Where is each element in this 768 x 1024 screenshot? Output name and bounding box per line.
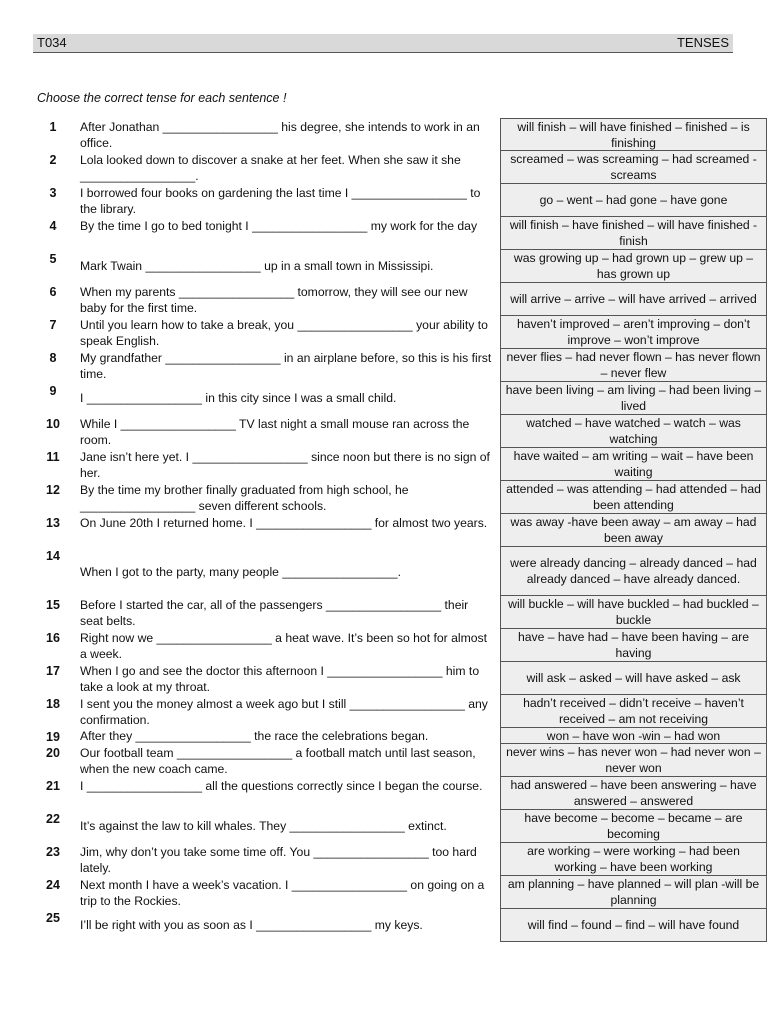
item-number: 21 (46, 779, 60, 793)
sentence-text: Until you learn how to take a break, you _________________ your ability to speak English. (80, 318, 488, 348)
sentence-text: By the time I go to bed tonight I _________________ my work for the day (80, 219, 478, 233)
instruction: Choose the correct tense for each sentence ! (37, 91, 287, 105)
answer-options: am planning – have planned – will plan -will be planning (500, 876, 767, 909)
item-number: 25 (46, 911, 60, 925)
exercise-row (35, 151, 757, 184)
sentence-text: When my parents _________________ tomorrow, they will see our new baby for the first time. (80, 285, 468, 315)
item-number: 2 (49, 153, 57, 167)
sentence-text: When I go and see the doctor this afternoon I _________________ him to take a look at my throat. (80, 664, 480, 694)
answer-options: watched – have watched – watch – was watching (500, 415, 767, 448)
item-number: 11 (46, 450, 60, 464)
answer-options: never wins – has never won – had never won – never won (500, 744, 767, 777)
answer-options: hadn’t received – didn’t receive – haven’t received – am not receiving (500, 695, 767, 728)
exercise-row (35, 695, 744, 728)
sentence-text: By the time my brother finally graduated from high school, he _________________ seven different schools. (80, 483, 409, 513)
item-number: 10 (46, 417, 60, 431)
answer-options: attended – was attending – had attended – had been attending (500, 481, 767, 514)
answer-options: screamed – was screaming – had screamed - screams (500, 151, 767, 184)
sentence-text: Mark Twain _________________ up in a small town in Mississipi. (80, 259, 434, 273)
item-number: 14 (46, 549, 60, 563)
answer-options: will finish – have finished – will have finished - finish (500, 217, 767, 250)
sentence-text: I borrowed four books on gardening the last time I _________________ to the library. (80, 186, 481, 216)
header-bar (33, 34, 733, 53)
item-number: 5 (49, 252, 57, 266)
answer-options: was away -have been away – am away – had been away (500, 514, 767, 547)
worksheet-topic: TENSES (676, 35, 729, 50)
item-number: 19 (46, 730, 60, 744)
item-number: 18 (46, 697, 60, 711)
item-number: 12 (46, 483, 60, 497)
item-number: 16 (46, 631, 60, 645)
exercise-row (35, 662, 741, 695)
sentence-text: While I _________________ TV last night a small mouse ran across the room. (80, 417, 470, 447)
sentence-text: When I got to the party, many people _________________. (80, 565, 401, 579)
exercise-row (35, 250, 754, 283)
answer-options: won – have won -win – had won (500, 728, 767, 744)
exercise-row (35, 349, 761, 382)
item-number: 3 (49, 186, 57, 200)
answer-options: was growing up – had grown up – grew up – has grown up (500, 250, 767, 283)
item-number: 7 (49, 318, 57, 332)
exercise-row (35, 777, 757, 810)
answer-options: go – went – had gone – have gone (500, 184, 767, 217)
exercise-row (35, 810, 743, 843)
sentence-text: My grandfather _________________ in an airplane before, so this is his first time. (80, 351, 492, 381)
exercise-row (35, 118, 750, 151)
exercise-row (35, 629, 750, 662)
answer-options: have waited – am writing – wait – have been waiting (500, 448, 767, 481)
exercise-row (35, 728, 732, 744)
exercise-list (35, 118, 762, 942)
answer-options: have – have had – have been having – are having (500, 629, 767, 662)
item-number: 8 (49, 351, 57, 365)
item-number: 15 (46, 598, 60, 612)
answer-options: will buckle – will have buckled – had buckled – buckle (500, 596, 767, 629)
sentence-text: Before I started the car, all of the passengers _________________ their seat belts. (80, 598, 469, 628)
exercise-row (35, 843, 740, 876)
exercise-row (35, 382, 762, 415)
exercise-row (35, 316, 751, 349)
answer-options: will find – found – find – will have found (500, 909, 767, 942)
answer-options: will ask – asked – will have asked – ask (500, 662, 767, 695)
answer-options: haven’t improved – aren’t improving – don’t improve – won’t improve (500, 316, 767, 349)
exercise-row (35, 481, 761, 514)
answer-options: will arrive – arrive – will have arrived – arrived (500, 283, 767, 316)
answer-options: had answered – have been answering – have answered – answered (500, 777, 767, 810)
item-number: 23 (46, 845, 60, 859)
answer-options: have become – become – became – are becoming (500, 810, 767, 843)
exercise-row (35, 514, 757, 547)
sentence-text: Our football team _________________ a football match until last season, when the new coach came. (80, 746, 476, 776)
sentence-text: On June 20th I returned home. I _________________ for almost two years. (80, 516, 488, 530)
sentence-text: Jane isn’t here yet. I _________________ since noon but there is no sign of her. (80, 450, 490, 480)
sentence-text: After Jonathan _________________ his degree, she intends to work in an office. (80, 120, 480, 150)
worksheet-code: T034 (37, 35, 67, 50)
item-number: 9 (49, 384, 57, 398)
item-number: 1 (49, 120, 57, 134)
exercise-row (35, 283, 757, 316)
answer-options: never flies – had never flown – has never flown – never flew (500, 349, 767, 382)
exercise-row (35, 448, 754, 481)
item-number: 24 (46, 878, 60, 892)
sentence-text: After they _________________ the race the celebrations began. (80, 729, 429, 743)
item-number: 17 (46, 664, 60, 678)
answer-options: are working – were working – had been working – have been working (500, 843, 767, 876)
item-number: 4 (49, 219, 57, 233)
exercise-row (35, 744, 761, 777)
sentence-text: Lola looked down to discover a snake at her feet. When she saw it she _________________. (80, 153, 461, 183)
sentence-text: I _________________ in this city since I was a small child. (80, 391, 397, 405)
item-number: 22 (46, 812, 60, 826)
answer-options: were already dancing – already danced – had already danced – have already danced. (500, 547, 767, 596)
sentence-text: Jim, why don’t you take some time off. You _________________ too hard lately. (80, 845, 477, 875)
sentence-text: It’s against the law to kill whales. They _________________ extinct. (80, 819, 447, 833)
exercise-row (35, 596, 759, 629)
sentence-text: I sent you the money almost a week ago but I still _________________ any confirmation. (80, 697, 488, 727)
exercise-row (35, 217, 758, 250)
item-number: 6 (49, 285, 57, 299)
sentence-text: Next month I have a week’s vacation. I _________________ on going on a trip to the Rockies. (80, 878, 485, 908)
sentence-text: I’ll be right with you as soon as I _________________ my keys. (80, 918, 423, 932)
exercise-row (35, 876, 760, 909)
sentence-text: Right now we _________________ a heat wave. It’s been so hot for almost a week. (80, 631, 487, 661)
item-number: 13 (46, 516, 60, 530)
exercise-row (35, 415, 741, 448)
exercise-row (35, 909, 740, 942)
exercise-row (35, 184, 732, 217)
answer-options: have been living – am living – had been living – lived (500, 382, 767, 415)
exercise-row (35, 547, 757, 596)
item-number: 20 (46, 746, 60, 760)
sentence-text: I _________________ all the questions correctly since I began the course. (80, 779, 483, 793)
answer-options: will finish – will have finished – finished – is finishing (500, 118, 767, 151)
